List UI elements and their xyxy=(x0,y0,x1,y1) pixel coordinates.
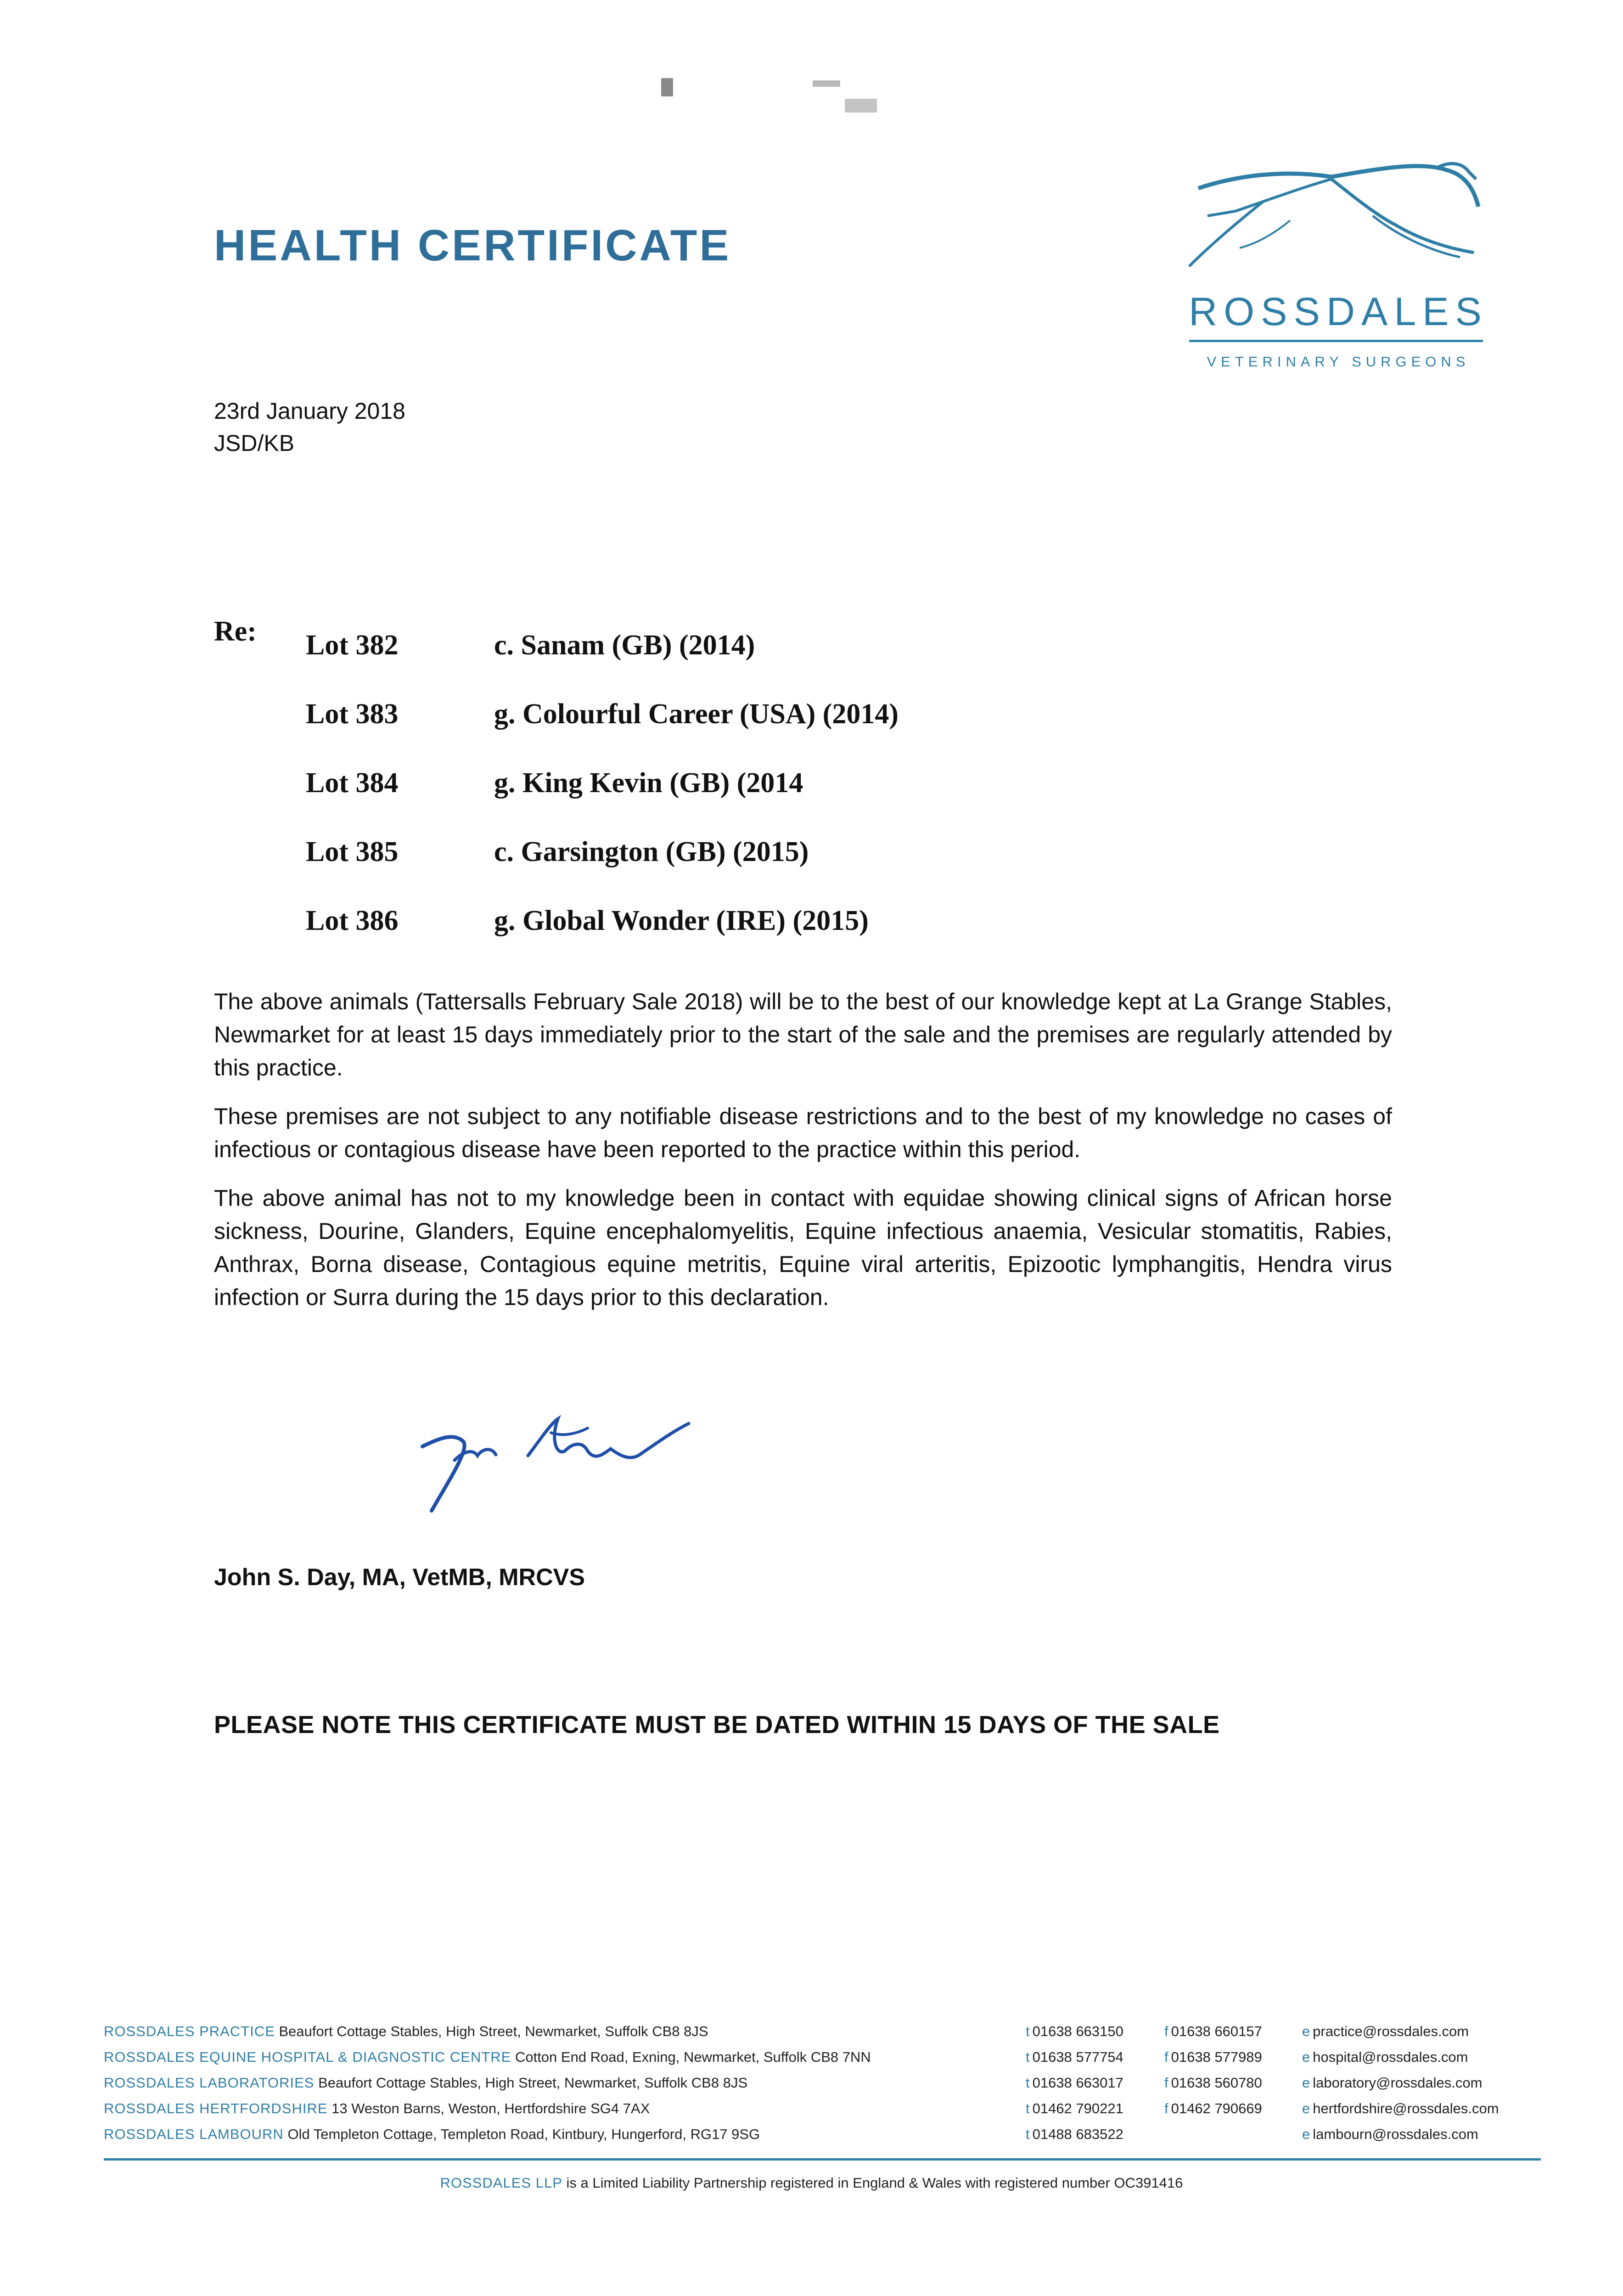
branch-name: ROSSDALES HERTFORDSHIRE xyxy=(104,2100,328,2116)
signature xyxy=(413,1405,698,1525)
branch-name: ROSSDALES LABORATORIES xyxy=(104,2075,314,2091)
logo-subtitle: VETERINARY SURGEONS xyxy=(1207,354,1470,370)
lot-number: Lot 385 xyxy=(306,836,399,867)
lot-row xyxy=(306,680,899,748)
logo-name: ROSSDALES xyxy=(1189,290,1488,334)
email-label: e xyxy=(1302,2126,1310,2142)
body-paragraph: The above animal has not to my knowledge been in contact with equidae showing clinical signs of African horse sickness, Dourine, Glanders, Equine encephalomyelitis, Equine infectious anaemia, Vesicular stomatitis, Rabies, Anthrax, Borna disease, Contagious equine metritis, Equine viral arteritis, Epizootic lymphangitis, Hendra virus infection or Surra during the 15 days prior to this declaration. xyxy=(214,1185,1392,1310)
branch-phone: 01638 663017 xyxy=(1032,2075,1123,2091)
branch-fax: 01638 660157 xyxy=(1171,2023,1262,2039)
letter-reference: JSD/KB xyxy=(214,430,295,456)
branch-email: lambourn@rossdales.com xyxy=(1313,2126,1478,2142)
footer-address-row xyxy=(104,2075,1536,2100)
horse-logo-icon xyxy=(1180,152,1501,285)
horse-name: c. Sanam (GB) (2014) xyxy=(494,629,755,661)
branch-name: ROSSDALES EQUINE HOSPITAL & DIAGNOSTIC CENTRE xyxy=(104,2049,511,2065)
branch-fax: 01638 577989 xyxy=(1171,2049,1262,2065)
lot-number: Lot 384 xyxy=(306,767,399,799)
branch-address: Beaufort Cottage Stables, High Street, Newmarket, Suffolk CB8 8JS xyxy=(318,2075,748,2091)
scan-mark xyxy=(845,99,877,113)
email-label: e xyxy=(1302,2075,1310,2091)
scan-mark xyxy=(813,80,840,87)
rossdales-logo xyxy=(1180,152,1501,390)
branch-email: practice@rossdales.com xyxy=(1313,2023,1469,2039)
branch-email: laboratory@rossdales.com xyxy=(1313,2075,1483,2091)
horse-name: g. King Kevin (GB) (2014 xyxy=(494,767,803,799)
footer-address-row xyxy=(104,2100,1536,2126)
lot-row xyxy=(306,748,899,817)
horse-name: g. Global Wonder (IRE) (2015) xyxy=(494,905,869,936)
branch-address: Cotton End Road, Exning, Newmarket, Suffolk CB8 7NN xyxy=(515,2049,871,2065)
fax-label: f xyxy=(1164,2023,1168,2039)
logo-divider xyxy=(1189,340,1483,342)
branch-name: ROSSDALES PRACTICE xyxy=(104,2023,275,2039)
email-label: e xyxy=(1302,2049,1310,2065)
horse-name: c. Garsington (GB) (2015) xyxy=(494,836,809,867)
re-label: Re: xyxy=(214,616,257,647)
email-label: e xyxy=(1302,2023,1310,2039)
lot-number: Lot 382 xyxy=(306,629,399,661)
footer-address-row xyxy=(104,2049,1536,2075)
branch-email: hospital@rossdales.com xyxy=(1313,2049,1468,2065)
dating-notice: PLEASE NOTE THIS CERTIFICATE MUST BE DATED WITHIN 15 DAYS OF THE SALE xyxy=(214,1711,1220,1739)
branch-address: 13 Weston Barns, Weston, Hertfordshire SG4 7AX xyxy=(331,2100,650,2116)
letter-meta xyxy=(214,395,405,459)
footer-address-row xyxy=(104,2126,1536,2152)
certificate-body xyxy=(214,985,1392,1329)
branch-fax: 01462 790669 xyxy=(1171,2100,1262,2116)
lot-row xyxy=(306,886,899,955)
tel-label: t xyxy=(1026,2075,1030,2091)
legal-entity-name: ROSSDALES LLP xyxy=(440,2175,562,2191)
branch-phone: 01638 663150 xyxy=(1032,2023,1123,2039)
lot-row xyxy=(306,817,899,886)
branch-address: Old Templeton Cottage, Templeton Road, Kintbury, Hungerford, RG17 9SG xyxy=(287,2126,760,2142)
body-paragraph: These premises are not subject to any notifiable disease restrictions and to the best of my knowledge no cases of infectious or contagious disease have been reported to the practice within this period. xyxy=(214,1103,1392,1162)
branch-fax: 01638 560780 xyxy=(1171,2075,1262,2091)
lot-number: Lot 383 xyxy=(306,698,399,730)
certificate-title: HEALTH CERTIFICATE xyxy=(214,221,731,270)
fax-label: f xyxy=(1164,2075,1168,2091)
footer-legal xyxy=(0,2175,1623,2191)
lot-number: Lot 386 xyxy=(306,905,399,936)
horse-name: g. Colourful Career (USA) (2014) xyxy=(494,698,899,730)
body-paragraph: The above animals (Tattersalls February Sale 2018) will be to the best of our knowledge kept at La Grange Stables, Newmarket for at least 15 days immediately prior to the start of the sale and the premises are regularly attended by this practice. xyxy=(214,989,1392,1080)
footer-address-row xyxy=(104,2023,1536,2049)
tel-label: t xyxy=(1026,2126,1030,2142)
fax-label: f xyxy=(1164,2049,1168,2065)
scan-mark xyxy=(661,78,673,96)
tel-label: t xyxy=(1026,2100,1030,2116)
signer-name: John S. Day, MA, VetMB, MRCVS xyxy=(214,1564,585,1591)
tel-label: t xyxy=(1026,2023,1030,2039)
branch-phone: 01488 683522 xyxy=(1032,2126,1123,2142)
legal-text: is a Limited Liability Partnership registered in England & Wales with registered number OC391416 xyxy=(566,2175,1183,2191)
branch-phone: 01462 790221 xyxy=(1032,2100,1123,2116)
lot-row xyxy=(306,611,899,680)
fax-label: f xyxy=(1164,2100,1168,2116)
letter-date: 23rd January 2018 xyxy=(214,398,405,424)
footer-divider xyxy=(104,2158,1541,2161)
branch-address: Beaufort Cottage Stables, High Street, Newmarket, Suffolk CB8 8JS xyxy=(279,2023,708,2039)
lot-list xyxy=(306,611,899,955)
branch-phone: 01638 577754 xyxy=(1032,2049,1123,2065)
branch-email: hertfordshire@rossdales.com xyxy=(1313,2100,1499,2116)
branch-name: ROSSDALES LAMBOURN xyxy=(104,2126,284,2142)
email-label: e xyxy=(1302,2100,1310,2116)
tel-label: t xyxy=(1026,2049,1030,2065)
